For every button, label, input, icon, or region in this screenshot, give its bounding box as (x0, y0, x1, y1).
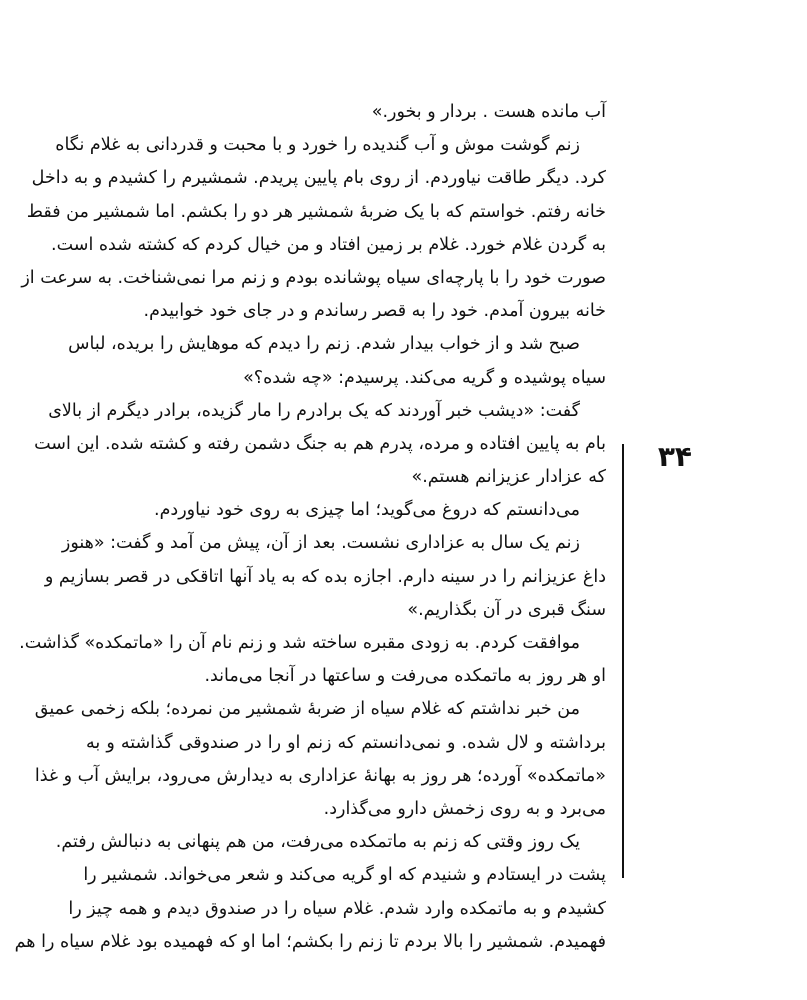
text-line: می‌برد و به روی زخمش دارو می‌گذارد. (323, 798, 606, 819)
margin-rule (622, 444, 624, 878)
body-text (14, 96, 606, 959)
text-line: داغ عزیزانم را در سینه دارم. اجازه بده که به یاد آنها اتاقکی در قصر بسازیم و (44, 566, 606, 587)
text-line: «ماتمکده» آورده؛ هر روز به بهانهٔ عزاداری به دیدارش می‌رود، برایش آب و غذا (34, 765, 606, 786)
text-line: صورت خود را با پارچه‌ای سیاه پوشانده بودم و زنم مرا نمی‌شناخت. به سرعت از (21, 267, 606, 288)
text-line: سنگ قبری در آن بگذاریم.» (407, 599, 606, 620)
text-line: کشیدم و به ماتمکده وارد شدم. غلام سیاه را در صندوق دیدم و همه چیز را (68, 898, 606, 919)
text-line: پشت در ایستادم و شنیدم که او گریه می‌کند و شعر می‌خواند. شمشیر را (83, 865, 606, 886)
text-line: او هر روز به ماتمکده می‌رفت و ساعتها در آنجا می‌ماند. (204, 666, 606, 687)
text-line: به گردن غلام خورد. غلام بر زمین افتاد و من خیال کردم که کشته شده است. (51, 234, 606, 255)
text-line: می‌دانستم که دروغ می‌گوید؛ اما چیزی به روی خود نیاوردم. (154, 500, 580, 521)
text-line: زنم یک سال به عزاداری نشست. بعد از آن، پیش من آمد و گفت: «هنوز (61, 533, 580, 554)
text-line: زنم گوشت موش و آب گندیده را خورد و با محبت و قدردانی به غلام نگاه (55, 135, 580, 156)
text-line: آب مانده هست . بردار و بخور.» (371, 102, 606, 122)
text-line: که عزادار عزیزانم هستم.» (411, 467, 606, 488)
text-line: خانه بیرون آمدم. خود را به قصر رساندم و در جای خود خوابیدم. (143, 301, 606, 322)
text-line: سیاه پوشیده و گریه می‌کند. پرسیدم: «چه شده؟» (243, 367, 606, 388)
text-line: خانه رفتم. خواستم که با یک ضربهٔ شمشیر هر دو را بکشم. اما شمشیر من فقط (26, 201, 606, 222)
text-line: برداشته و لال شده. و نمی‌دانستم که زنم او را در صندوقی گذاشته و به (86, 732, 606, 753)
text-line: یک روز وقتی که زنم به ماتمکده می‌رفت، من هم پنهانی به دنبالش رفتم. (55, 832, 580, 853)
text-line: موافقت کردم. به زودی مقبره ساخته شد و زنم نام آن را «ماتمکده» گذاشت. (19, 633, 580, 653)
page-number: ۳۴ (657, 440, 692, 473)
text-line: فهمیدم. شمشیر را بالا بردم تا زنم را بکشم؛ اما او که فهمیده بود غلام سیاه را هم (14, 931, 606, 952)
text-line: بام به پایین افتاده و مرده، پدرم هم به جنگ دشمن رفته و کشته شده. این است (34, 433, 606, 454)
text-line: صبح شد و از خواب بیدار شدم. زنم را دیدم که موهایش را بریده، لباس (68, 334, 580, 355)
text-line: گفت: «دیشب خبر آوردند که یک برادرم را مار گزیده، برادر دیگرم از بالای (48, 400, 580, 421)
text-line: من خبر نداشتم که غلام سیاه از ضربهٔ شمشیر من نمرده؛ بلکه زخمی عمیق (34, 699, 580, 720)
text-line: کرد. دیگر طاقت نیاوردم. از روی بام پایین پریدم. شمشیرم را کشیدم و به داخل (31, 168, 606, 189)
